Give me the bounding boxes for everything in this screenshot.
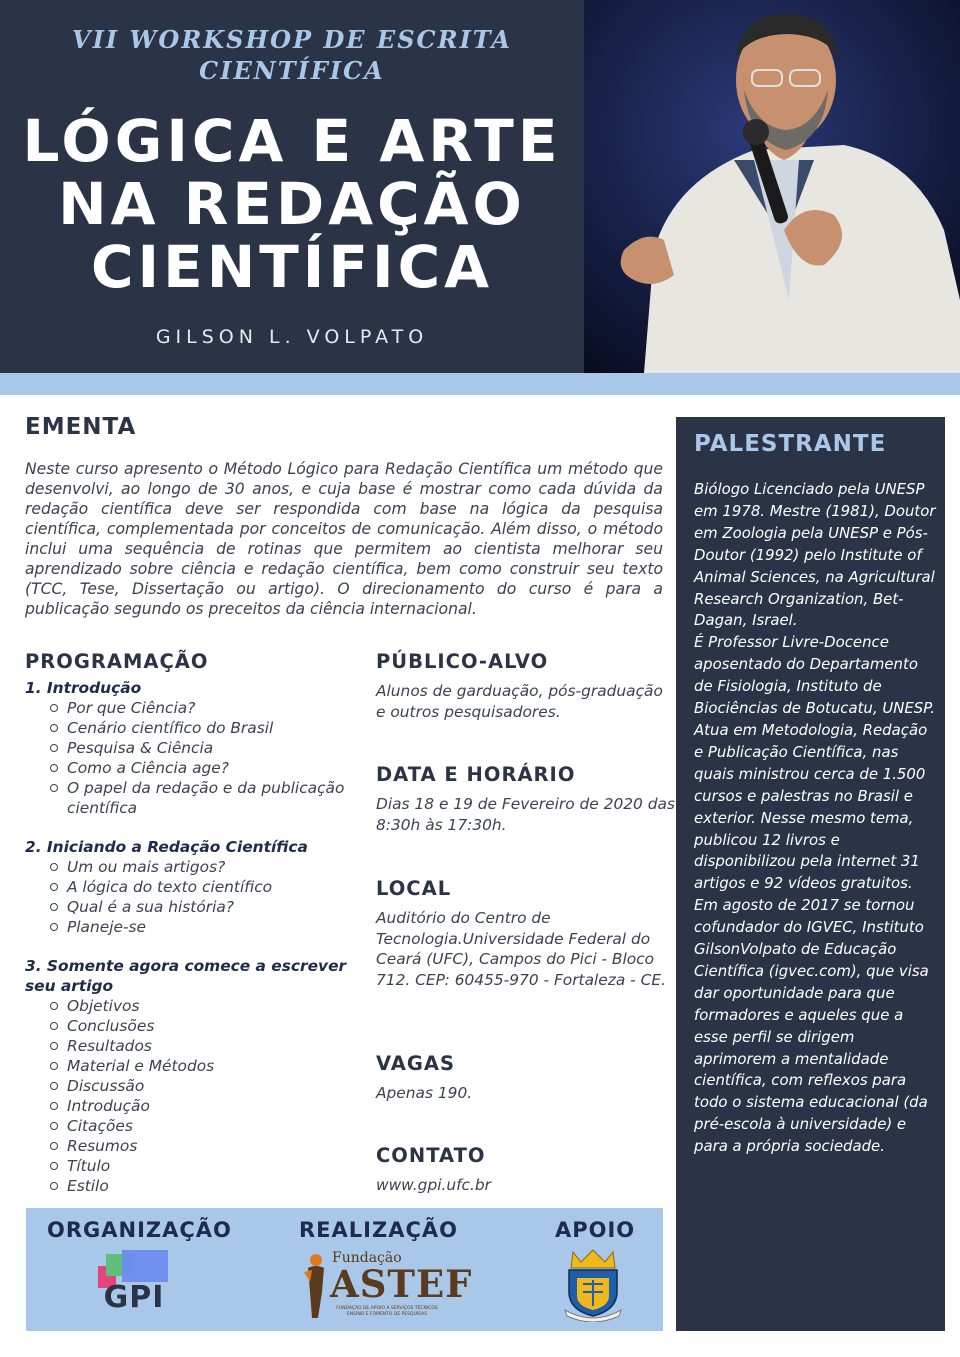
astef-subtitle: FUNDAÇÃO DE APOIO A SERVIÇOS TÉCNICOS ENSINO E FOMENTO DE PESQUISAS bbox=[336, 1306, 438, 1317]
list-item: A lógica do texto científico bbox=[50, 877, 355, 897]
local-text: Auditório do Centro de Tecnologia.Universidade Federal do Ceará (UFC), Campos do Pici - Bloco 712. CEP: 60455-970 - Fortaleza - CE. bbox=[376, 909, 666, 989]
list-item: Conclusões bbox=[50, 1016, 355, 1036]
program-group-items bbox=[25, 698, 355, 818]
vagas-block bbox=[376, 1052, 676, 1104]
ufc-crest-logo bbox=[559, 1248, 627, 1322]
program-group-title: 3. Somente agora comece a escrever seu artigo bbox=[25, 957, 347, 995]
gpi-logo-text: GPI bbox=[103, 1280, 165, 1315]
local-block bbox=[376, 877, 676, 990]
title-line: LÓGICA E ARTE bbox=[22, 107, 562, 175]
list-item: Citações bbox=[50, 1116, 355, 1136]
list-item: Resumos bbox=[50, 1136, 355, 1156]
list-item: Como a Ciência age? bbox=[50, 758, 355, 778]
speaker-panel bbox=[676, 417, 945, 1331]
ufc-crest-icon bbox=[559, 1248, 627, 1322]
title-line: NA REDAÇÃO bbox=[58, 170, 526, 238]
data-heading: DATA E HORÁRIO bbox=[376, 763, 576, 786]
ementa-heading: EMENTA bbox=[25, 414, 137, 440]
contato-link[interactable]: www.gpi.ufc.br bbox=[376, 1176, 492, 1194]
workshop-subtitle: VII WORKSHOP DE ESCRITA CIENTÍFICA bbox=[72, 25, 512, 85]
data-block bbox=[376, 763, 676, 835]
header-banner bbox=[0, 0, 960, 373]
contato-heading: CONTATO bbox=[376, 1144, 486, 1167]
program-group-items bbox=[25, 996, 355, 1196]
list-item: Introdução bbox=[50, 1096, 355, 1116]
list-item: Estilo bbox=[50, 1176, 355, 1196]
publico-heading: PÚBLICO-ALVO bbox=[376, 650, 549, 673]
program-group-items bbox=[25, 857, 355, 937]
spacer bbox=[25, 937, 355, 956]
astef-small-text: Fundação bbox=[332, 1250, 402, 1266]
header-divider-band bbox=[0, 373, 960, 395]
speaker-photo bbox=[584, 0, 960, 373]
contato-block bbox=[376, 1144, 676, 1196]
palestrante-heading: PALESTRANTE bbox=[694, 431, 887, 457]
local-heading: LOCAL bbox=[376, 877, 452, 900]
astef-logo bbox=[300, 1248, 473, 1320]
spacer bbox=[25, 818, 355, 837]
logo-shape bbox=[122, 1250, 168, 1282]
author-name: GILSON L. VOLPATO bbox=[155, 326, 429, 348]
program-group-title: 1. Introdução bbox=[25, 679, 142, 697]
list-item: Qual é a sua história? bbox=[50, 897, 355, 917]
list-item: Planeje-se bbox=[50, 917, 355, 937]
main-title bbox=[10, 107, 574, 301]
publico-block bbox=[376, 650, 676, 722]
speaker-bio: Biólogo Licenciado pela UNESP em 1978. Mestre (1981), Doutor em Zoologia pela UNESP e Pós-Doutor (1992) pelo Institute of Animal Sciences, na Agricultural Research Organization, Bet-Dagan, Israel. É Professor Livre-Docence aposentado do Departamento de Fisiologia, Instituto de Biociências de Botucatu, UNESP. Atua em Metodologia, Redação e Publicação Científica, nas quais ministrou cerca de 1.500 cursos e palestras no Brasil e exterior. Nesse mesmo tema, publicou 12 livros e disponibilizou pela internet 31 artigos e 92 vídeos gratuitos. Em agosto de 2017 se tornou cofundador do IGVEC, Instituto GilsonVolpato de Educação Científica (igvec.com), que visa dar oportunidade para que formadores e aqueles que a esse perfil se dirigem aprimorem a mentalidade científica, com reflexos para todo o sistema educacional (da pré-escola à universidade) e para a própria sociedade. bbox=[694, 480, 936, 1156]
ementa-text: Neste curso apresento o Método Lógico para Redação Científica um método que desenvolvi, ao longo de 30 anos, e cuja base é mostrar como cada dúvida da redação científica deve ser respondida com base na lógica da pesquisa científica, complementada por conceitos de comunicação. Além disso, o método inclui uma sequência de rotinas que permitem ao cientista melhorar seu aprendizado sobre ciência e redação científica, bem como construir seu texto (TCC, Tese, Dissertação ou artigo). O direcionamento do curso é para a publicação segundo os preceitos da ciência internacional. bbox=[25, 460, 663, 618]
organizacao-heading: ORGANIZAÇÃO bbox=[47, 1218, 232, 1242]
list-item: Objetivos bbox=[50, 996, 355, 1016]
list-item: Um ou mais artigos? bbox=[50, 857, 355, 877]
vagas-heading: VAGAS bbox=[376, 1052, 456, 1075]
apoio-heading: APOIO bbox=[555, 1218, 636, 1242]
publico-text: Alunos de garduação, pós-graduação e outros pesquisadores. bbox=[376, 682, 663, 721]
gpi-logo bbox=[96, 1250, 172, 1314]
astef-figure-icon bbox=[300, 1252, 330, 1320]
programacao-list bbox=[25, 678, 355, 1196]
title-line: CIENTÍFICA bbox=[90, 233, 494, 301]
data-text: Dias 18 e 19 de Fevereiro de 2020 das 8:30h às 17:30h. bbox=[376, 795, 675, 834]
vagas-text: Apenas 190. bbox=[376, 1084, 473, 1102]
list-item: Cenário científico do Brasil bbox=[50, 718, 355, 738]
speaker-photo-illustration bbox=[584, 0, 960, 373]
list-item: Material e Métodos bbox=[50, 1056, 355, 1076]
list-item: Por que Ciência? bbox=[50, 698, 355, 718]
list-item: Resultados bbox=[50, 1036, 355, 1056]
list-item: Título bbox=[50, 1156, 355, 1176]
programacao-heading: PROGRAMAÇÃO bbox=[25, 650, 209, 673]
sponsors-footer bbox=[26, 1208, 663, 1331]
program-group-title: 2. Iniciando a Redação Científica bbox=[25, 838, 308, 856]
astef-name: ASTEF bbox=[330, 1262, 473, 1306]
list-item: O papel da redação e da publicação científica bbox=[50, 778, 355, 818]
realizacao-heading: REALIZAÇÃO bbox=[299, 1218, 458, 1242]
header-text-area bbox=[0, 0, 584, 373]
list-item: Discussão bbox=[50, 1076, 355, 1096]
list-item: Pesquisa & Ciência bbox=[50, 738, 355, 758]
